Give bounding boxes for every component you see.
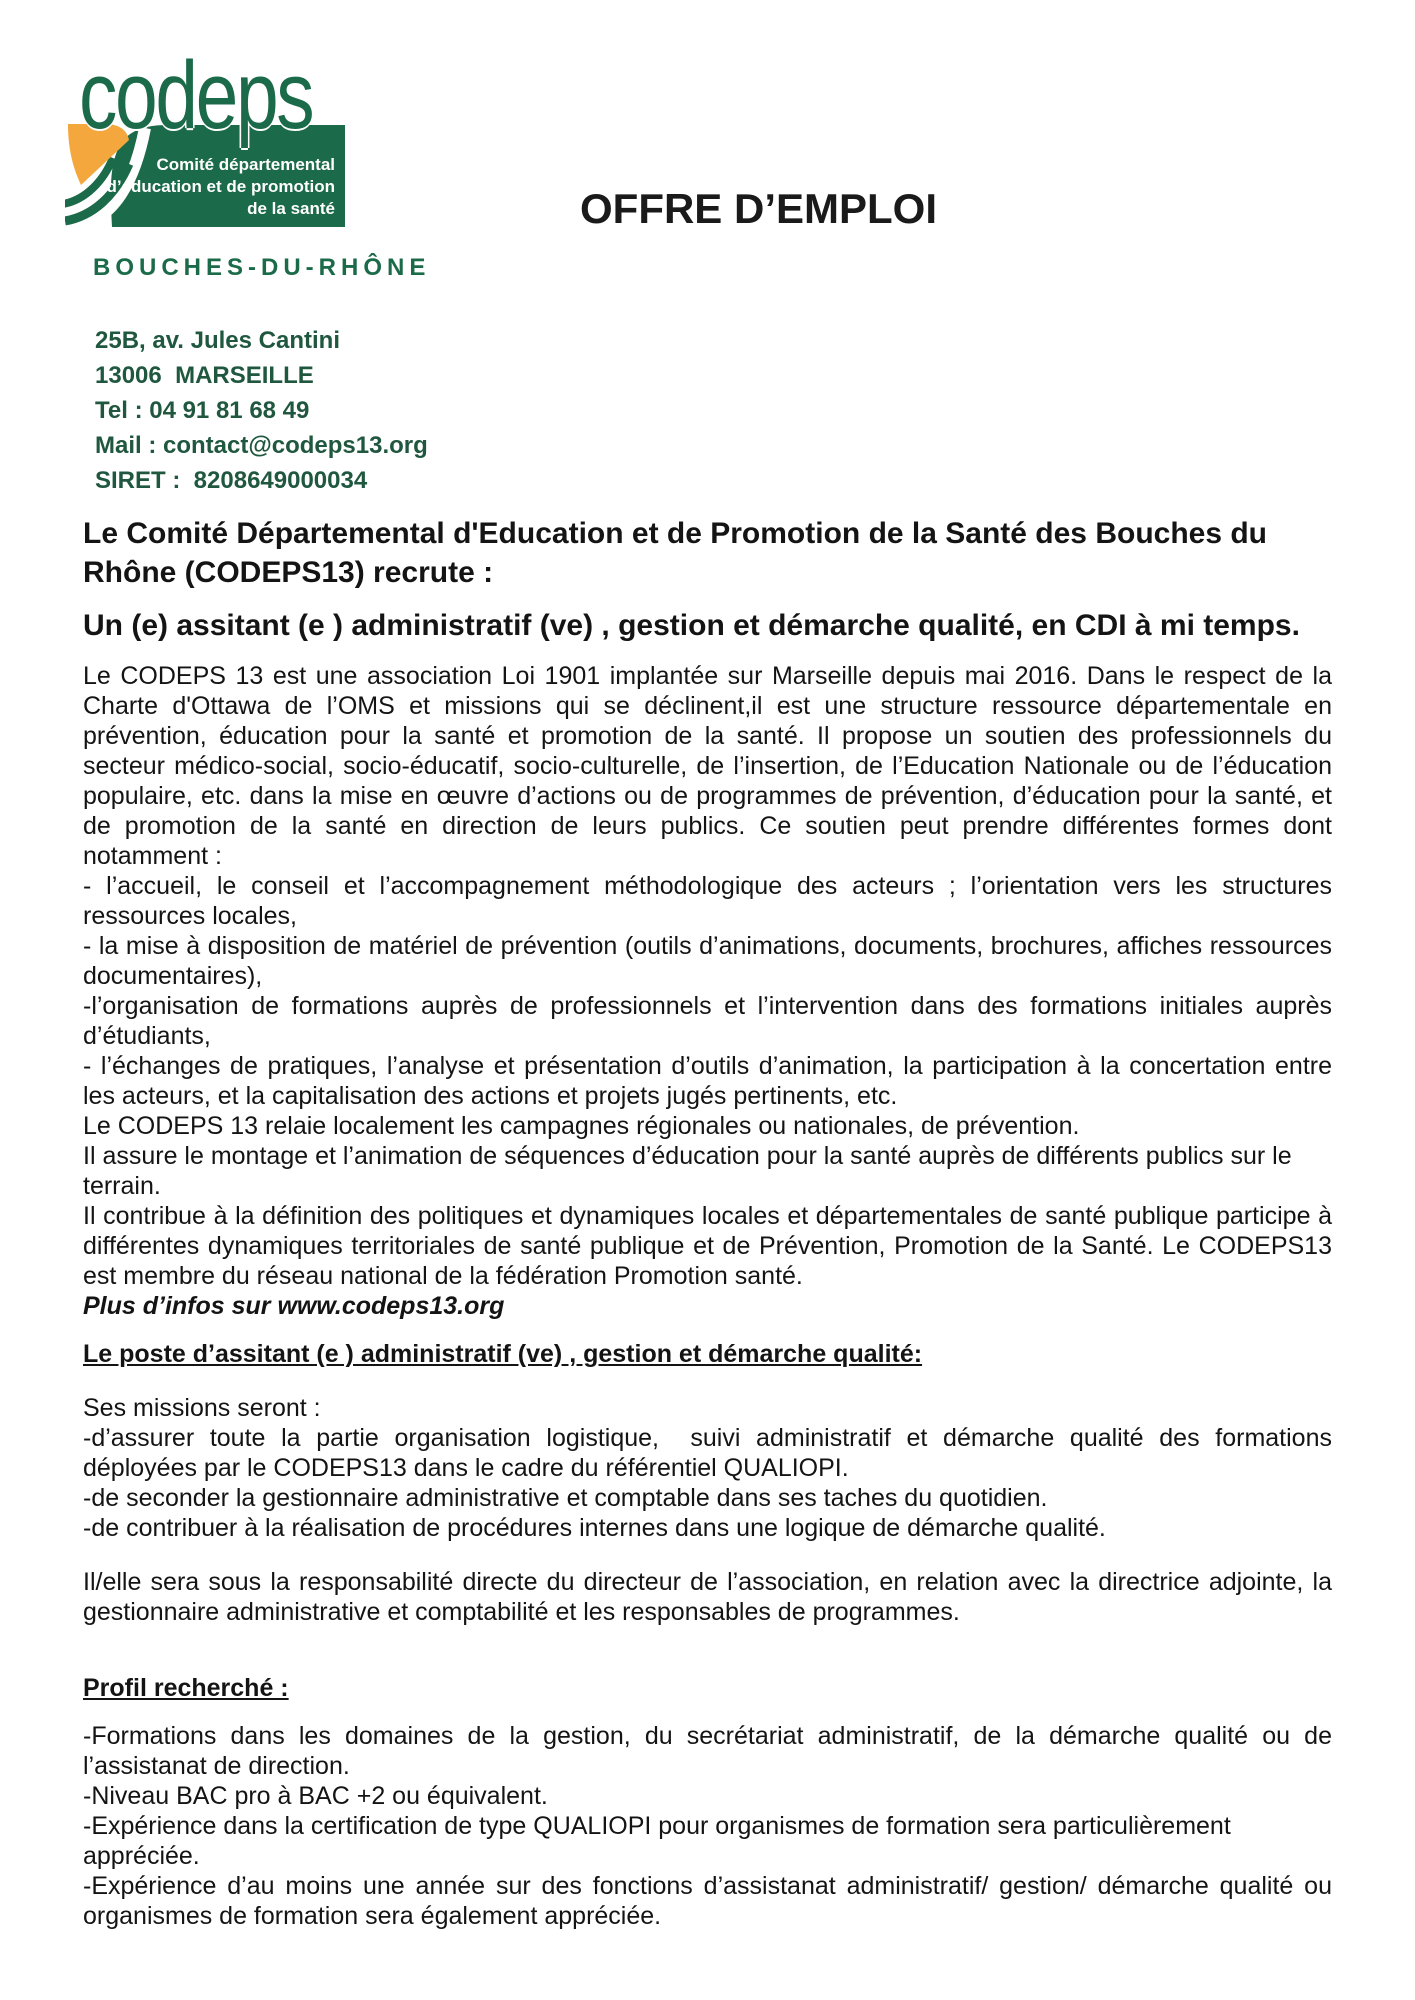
codeps-wordmark: codeps <box>79 42 313 149</box>
more-info-line: Plus d’infos sur www.codeps13.org <box>83 1292 505 1320</box>
profil-item: -Formations dans les domaines de la gestion, du secrétariat administratif, de la démarche qualité ou de l’assistanat de direction. <box>83 1722 1332 1780</box>
service-bullet: - l’échanges de pratiques, l’analyse et présentation d’outils d’animation, la participation à la concertation entre les acteurs, et la capitalisation des actions et projets jugés pertinents, etc. <box>83 1052 1332 1110</box>
profil-item: -Expérience d’au moins une année sur des fonctions d’assistanat administratif/ gestion/ démarche qualité ou organismes de formation sera également appréciée. <box>83 1872 1332 1930</box>
profil-list <box>83 1721 1332 1931</box>
contact-email-line: Mail : contact@codeps13.org <box>95 432 428 459</box>
service-bullet: -l’organisation de formations auprès de professionnels et l’intervention dans des formations initiales auprès d’étudiants, <box>83 992 1332 1050</box>
recruiting-heading: Le Comité Départemental d'Education et de Promotion de la Santé des Bouches du Rhône (CODEPS13) recrute : <box>83 517 1268 589</box>
mission-item: -de seconder la gestionnaire administrative et comptable dans ses taches du quotidien. <box>83 1484 1048 1512</box>
logo-region-label: BOUCHES-DU-RHÔNE <box>93 254 431 281</box>
about-line: Le CODEPS 13 relaie localement les campagnes régionales ou nationales, de prévention. <box>83 1112 1080 1140</box>
page-title: OFFRE D’EMPLOI <box>580 185 937 232</box>
logo-tagline-line: Comité départemental <box>156 155 335 174</box>
about-line: Il contribue à la définition des politiques et dynamiques locales et départementales de santé publique participe à différentes dynamiques territoriales de santé publique et de Prévention, Promotion de la Santé. Le CODEPS13 est membre du réseau national de la fédération Promotion santé. <box>83 1202 1332 1290</box>
contact-city-line: 13006 MARSEILLE <box>95 362 314 389</box>
codeps-logo <box>65 42 431 292</box>
service-bullet: - l’accueil, le conseil et l’accompagnement méthodologique des acteurs ; l’orientation vers les structures ressources locales, <box>83 872 1332 930</box>
position-heading: Un (e) assitant (e ) administratif (ve) , gestion et démarche qualité, en CDI à mi temps. <box>83 609 1300 642</box>
contact-siret-line: SIRET : 8208649000034 <box>95 467 368 494</box>
logo-tagline-line: d’éducation et de promotion <box>106 177 335 196</box>
poste-section-heading: Le poste d’assitant (e ) administratif (ve) , gestion et démarche qualité: <box>83 1340 923 1368</box>
contact-address-line: 25B, av. Jules Cantini <box>95 327 340 354</box>
contact-phone-line: Tel : 04 91 81 68 49 <box>95 397 310 424</box>
mission-item: -d’assurer toute la partie organisation logistique, suivi administratif et démarche qualité des formations déployées par le CODEPS13 dans le cadre du référentiel QUALIOPI. <box>83 1424 1339 1482</box>
profil-item: -Niveau BAC pro à BAC +2 ou équivalent. <box>83 1782 548 1810</box>
mission-item: -de contribuer à la réalisation de procédures internes dans une logique de démarche qualité. <box>83 1514 1106 1542</box>
service-bullet: - la mise à disposition de matériel de prévention (outils d’animations, documents, brochures, affiches ressources documentaires), <box>83 932 1332 990</box>
association-description: Le CODEPS 13 est une association Loi 1901 implantée sur Marseille depuis mai 2016. Dans le respect de la Charte d'Ottawa de l’OMS et missions qui se déclinent,il est une structure ressource départementale en prévention, éducation pour la santé et promotion de la santé. Il propose un soutien des professionnels du secteur médico-social, socio-éducatif, socio-culturelle, de l’insertion, de l’Education Nationale ou de l’éducation populaire, etc. dans la mise en œuvre d’actions ou de programmes de prévention, d’éducation pour la santé, et de promotion de la santé en direction de leurs publics. Ce soutien peut prendre différentes formes dont notamment : <box>83 662 1332 870</box>
profil-item: -Expérience dans la certification de type QUALIOPI pour organismes de formation sera particulièrement appréciée. <box>83 1812 1231 1870</box>
missions-intro: Ses missions seront : <box>83 1394 321 1422</box>
about-line: Il assure le montage et l’animation de séquences d’éducation pour la santé auprès de différents publics sur le terrain. <box>83 1142 1292 1200</box>
document-body <box>83 514 1339 1931</box>
responsibility-paragraph: Il/elle sera sous la responsabilité directe du directeur de l’association, en relation avec la directrice adjointe, la gestionnaire administrative et comptabilité et les responsables de programmes. <box>83 1568 1332 1626</box>
document-header <box>79 0 1332 285</box>
contact-block <box>95 323 1332 498</box>
profil-section-heading: Profil recherché : <box>83 1674 289 1702</box>
logo-tagline <box>106 154 335 220</box>
logo-tagline-line: de la santé <box>247 199 335 218</box>
